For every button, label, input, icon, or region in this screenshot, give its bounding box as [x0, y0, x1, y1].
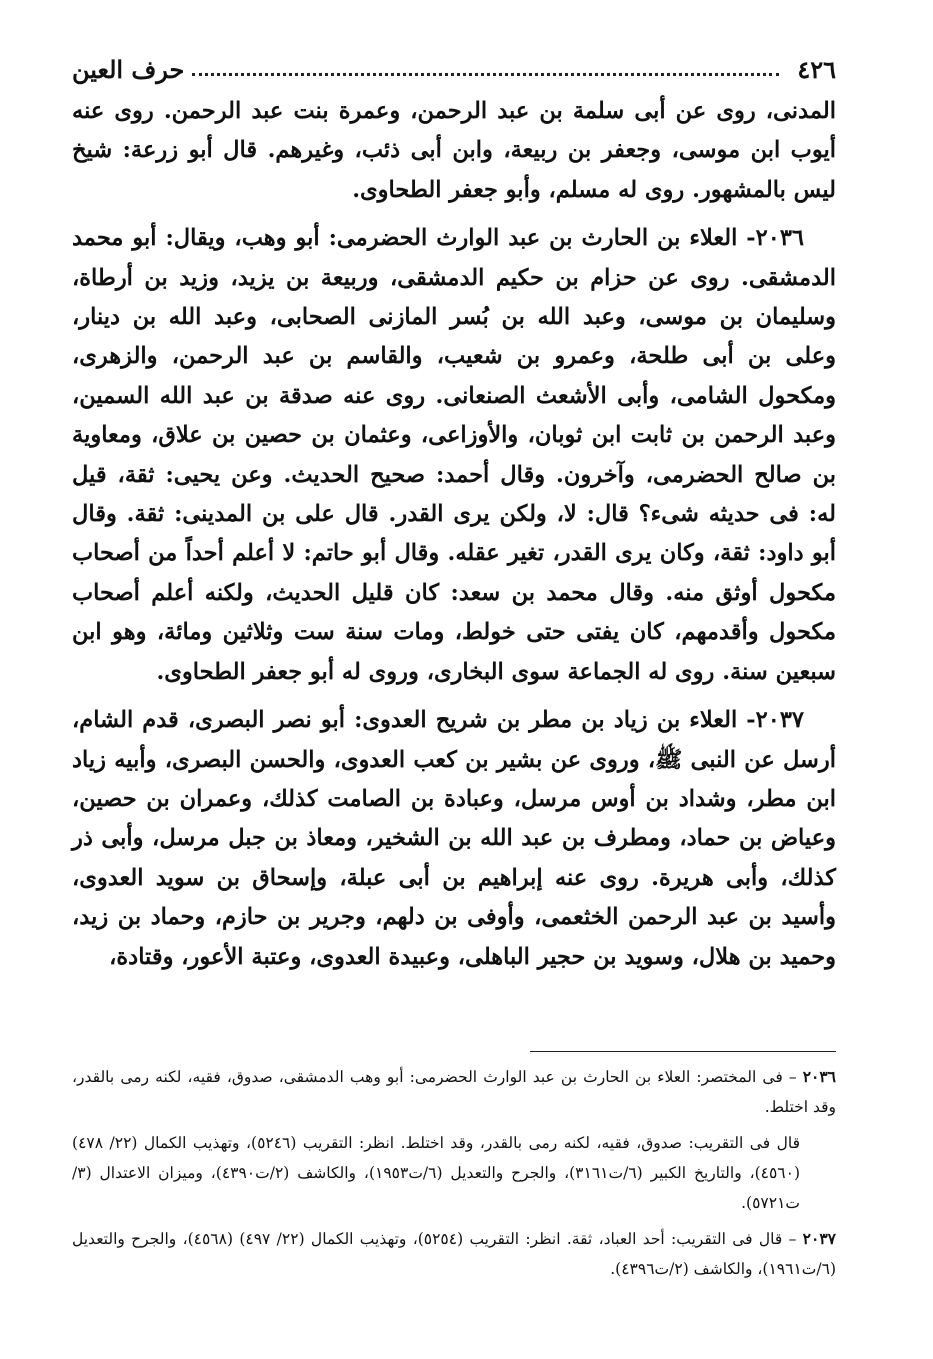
- main-text: [72, 92, 836, 986]
- paragraph-continuation: المدنى، روى عن أبى سلمة بن عبد الرحمن، وعمرة بنت عبد الرحمن. روى عنه أيوب ابن موسى، وجعفر بن ربيعة، وابن أبى ذئب، وغيرهم. قال أبو زرعة: شيخ ليس بالمشهور. روى له مسلم، وأبو جعفر الطحاوى.: [72, 98, 836, 203]
- footnote-2037-number: ٢٠٣٧: [802, 1229, 836, 1248]
- page-number: ٤٢٦: [797, 55, 836, 84]
- footnote-2036-text: – فى المختصر: العلاء بن الحارث بن عبد الوارث الحضرمى: أبو وهب الدمشقى، صدوق، فقيه، لكنه رمى بالقدر، وقد اختلط.: [72, 1068, 836, 1116]
- footnote-2037: [72, 1224, 836, 1284]
- header-dot-leader: [192, 72, 779, 76]
- footnote-2036-number: ٢٠٣٦: [802, 1067, 836, 1086]
- footnote-separator: [530, 1051, 836, 1052]
- footnotes: [72, 1062, 836, 1290]
- running-title: حرف العين: [72, 55, 185, 84]
- page-header: [72, 44, 836, 84]
- entry-2037: ٢٠٣٧- العلاء بن زياد بن مطر بن شريح العدوى: أبو نصر البصرى، قدم الشام، أرسل عن النبى ﷺ، وروى عن بشير بن كعب العدوى، والحسن البصرى، وأبيه زياد ابن مطر، وشداد بن أوس مرسل، وعبادة بن الصامت كذلك، وعمران بن حصين، وعياض بن حماد، ومطرف بن عبد الله بن الشخير، ومعاذ بن جبل مرسل، وأبى ذر كذلك، وأبى هريرة. روى عنه إبراهيم بن أبى عبلة، وإسحاق بن سويد العدوى، وأسيد بن عبد الرحمن الخثعمى، وأوفى بن دلهم، وجرير بن حازم، وحماد بن زيد، وحميد بن هلال، وسويد بن حجير الباهلى، وعبيدة العدوى، وعتبة الأعور، وقتادة،: [72, 707, 836, 970]
- footnote-2037-text: – قال فى التقريب: أحد العباد، ثقة. انظر: التقريب (٥٢٥٤)، وتهذيب الكمال (٢٢/ ٤٩٧) (٤٥٦٨)، والجرح والتعديل (٦/ت١٩٦١)، والكاشف (٢/ت٤٣٩٦).: [72, 1230, 836, 1278]
- footnote-2036: [72, 1062, 836, 1122]
- entry-2036: ٢٠٣٦- العلاء بن الحارث بن عبد الوارث الحضرمى: أبو وهب، ويقال: أبو محمد الدمشقى. روى عن حزام بن حكيم الدمشقى، وربيعة بن يزيد، وزيد بن أرطاة، وسليمان بن موسى، وعبد الله بن بُسر المازنى الصحابى، وعبد الله بن دينار، وعلى بن أبى طلحة، وعمرو بن شعيب، والقاسم بن عبد الرحمن، والزهرى، ومكحول الشامى، وأبى الأشعث الصنعانى. روى عنه صدقة بن عبد الله السمين، وعبد الرحمن بن ثابت ابن ثوبان، والأوزاعى، وعثمان بن حصين بن علاق، ومعاوية بن صالح الحضرمى، وآخرون. وقال أحمد: صحيح الحديث. وعن يحيى: ثقة، قيل له: فى حديثه شىء؟ قال: لا، ولكن يرى القدر. قال على بن المدينى: ثقة. وقال أبو داود: ثقة، وكان يرى القدر، تغير عقله. وقال أبو حاتم: لا أعلم أحداً من أصحاب مكحول أوثق منه. وقال محمد بن سعد: كان قليل الحديث، ولكنه أعلم أصحاب مكحول وأقدمهم، كان يفتى حتى خولط، ومات سنة ست وثلاثين ومائة، وهو ابن سبعين سنة. روى له الجماعة سوى البخارى، وروى له أبو جعفر الطحاوى.: [72, 225, 836, 685]
- footnote-2036-continuation: قال فى التقريب: صدوق، فقيه، لكنه رمى بالقدر، وقد اختلط. انظر: التقريب (٥٢٤٦)، وتهذيب الكمال (٢٢/ ٤٧٨) (٤٥٦٠)، والتاريخ الكبير (٦/ت٣١٦١)، والجرح والتعديل (٦/ت١٩٥٣)، والكاشف (٢/ت٤٣٩٠)، وميزان الاعتدال (٣/ت٥٧٢١).: [72, 1134, 800, 1212]
